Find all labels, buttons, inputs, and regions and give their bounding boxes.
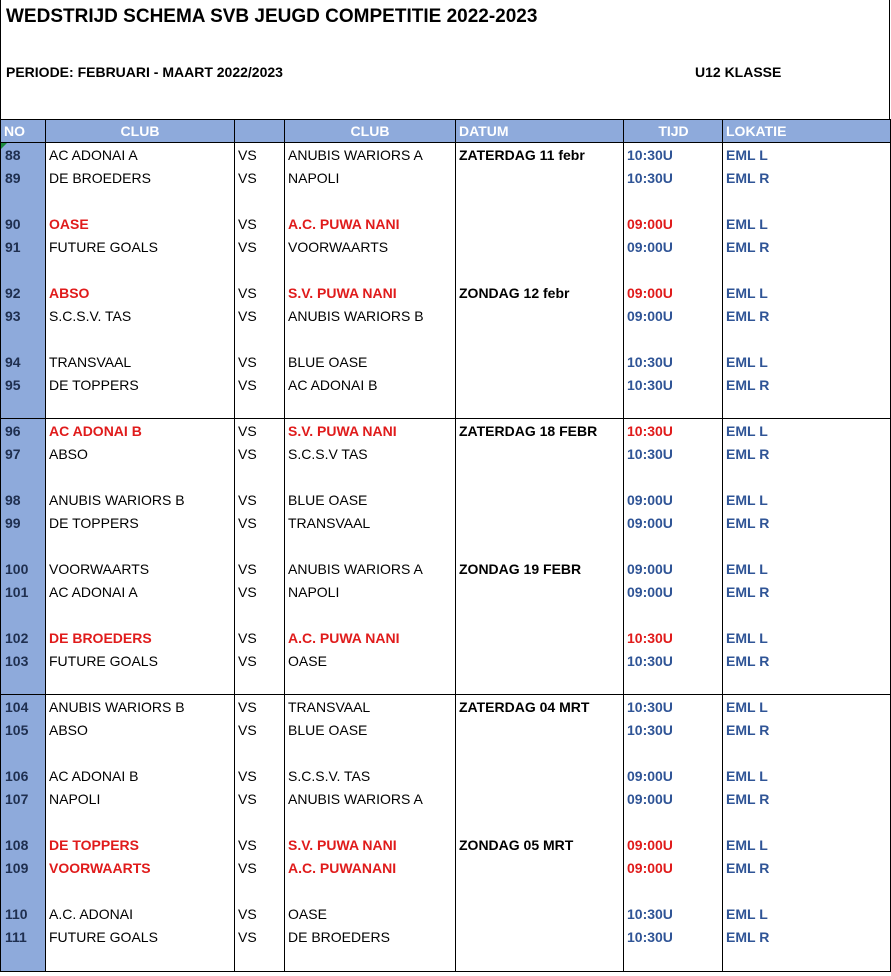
away-club: A.C. PUWANANI: [288, 860, 397, 876]
match-number: 106: [5, 768, 29, 784]
away-club: BLUE OASE: [288, 354, 368, 370]
match-time: 10:30U: [627, 446, 673, 462]
match-number: 94: [5, 354, 21, 370]
match-number: 89: [5, 170, 21, 186]
match-number: 101: [5, 584, 29, 600]
match-number: 103: [5, 653, 29, 669]
col-header-club-away: CLUB: [350, 123, 390, 139]
match-time: 09:00U: [627, 515, 673, 531]
match-number: 111: [5, 929, 27, 945]
away-club: OASE: [288, 653, 327, 669]
match-location: EML R: [726, 377, 770, 393]
away-club: NAPOLI: [288, 170, 340, 186]
away-club: DE BROEDERS: [288, 929, 390, 945]
grid-vline: [234, 119, 235, 971]
match-date: ZONDAG 19 FEBR: [459, 561, 582, 577]
no-cell-spacer: [1, 465, 45, 488]
grid-hline: [0, 418, 891, 419]
away-club: ANUBIS WARIORS B: [288, 308, 424, 324]
match-number: 100: [5, 561, 29, 577]
match-time: 10:30U: [627, 377, 673, 393]
vs-label: VS: [238, 768, 257, 784]
match-number: 91: [5, 239, 21, 255]
away-club: S.V. PUWA NANI: [288, 423, 397, 439]
home-club: OASE: [49, 216, 89, 232]
vs-label: VS: [238, 147, 257, 163]
grid-vline: [623, 119, 624, 971]
match-time: 09:00U: [627, 239, 673, 255]
vs-label: VS: [238, 837, 257, 853]
col-header-lokatie: LOKATIE: [726, 123, 787, 139]
match-location: EML R: [726, 170, 770, 186]
match-time: 09:00U: [627, 837, 673, 853]
match-location: EML L: [726, 354, 768, 370]
col-header-datum: DATUM: [459, 123, 509, 139]
col-header-no: NO: [4, 123, 25, 139]
no-cell-spacer: [1, 810, 45, 833]
match-time: 09:00U: [627, 768, 673, 784]
home-club: ANUBIS WARIORS B: [49, 699, 185, 715]
vs-label: VS: [238, 653, 257, 669]
away-club: NAPOLI: [288, 584, 340, 600]
home-club: AC ADONAI A: [49, 584, 138, 600]
match-number: 104: [5, 699, 29, 715]
match-number: 96: [5, 423, 21, 439]
match-time: 09:00U: [627, 492, 673, 508]
no-cell-spacer: [1, 189, 45, 212]
away-club: TRANSVAAL: [288, 515, 371, 531]
home-club: DE TOPPERS: [49, 377, 139, 393]
match-time: 10:30U: [627, 354, 673, 370]
home-club: DE TOPPERS: [49, 837, 139, 853]
grid-hline: [0, 971, 891, 972]
match-time: 09:00U: [627, 216, 673, 232]
no-cell-spacer: [1, 603, 45, 626]
match-number: 109: [5, 860, 29, 876]
match-time: 09:00U: [627, 860, 673, 876]
no-cell-spacer: [1, 672, 45, 695]
away-club: A.C. PUWA NANI: [288, 216, 400, 232]
no-cell-spacer: [1, 327, 45, 350]
vs-label: VS: [238, 308, 257, 324]
home-club: S.C.S.V. TAS: [49, 308, 132, 324]
away-club: S.V. PUWA NANI: [288, 285, 397, 301]
match-time: 10:30U: [627, 906, 673, 922]
match-time: 09:00U: [627, 561, 673, 577]
vs-label: VS: [238, 584, 257, 600]
vs-label: VS: [238, 377, 257, 393]
home-club: VOORWAARTS: [49, 561, 150, 577]
match-time: 10:30U: [627, 170, 673, 186]
match-time: 10:30U: [627, 147, 673, 163]
match-time: 09:00U: [627, 791, 673, 807]
vs-label: VS: [238, 446, 257, 462]
home-club: VOORWAARTS: [49, 860, 151, 876]
match-location: EML L: [726, 630, 768, 646]
home-club: A.C. ADONAI: [49, 906, 134, 922]
vs-label: VS: [238, 906, 257, 922]
match-location: EML R: [726, 239, 770, 255]
home-club: AC ADONAI A: [49, 147, 138, 163]
match-location: EML R: [726, 791, 770, 807]
klasse-label: U12 KLASSE: [695, 64, 782, 80]
match-number: 92: [5, 285, 21, 301]
home-club: FUTURE GOALS: [49, 653, 158, 669]
match-number: 93: [5, 308, 21, 324]
page-title: WEDSTRIJD SCHEMA SVB JEUGD COMPETITIE 2022-2023: [6, 6, 538, 27]
grid-hline: [0, 694, 891, 695]
match-number: 110: [5, 906, 28, 922]
periode-label: PERIODE: FEBRUARI - MAART 2022/2023: [6, 64, 283, 80]
match-number: 99: [5, 515, 21, 531]
grid-vline: [722, 119, 723, 971]
match-number: 98: [5, 492, 21, 508]
no-cell-spacer: [1, 741, 45, 764]
match-location: EML L: [726, 768, 768, 784]
col-header-tijd: TIJD: [658, 123, 689, 139]
match-location: EML L: [726, 216, 768, 232]
away-club: S.C.S.V TAS: [288, 446, 368, 462]
away-club: S.V. PUWA NANI: [288, 837, 397, 853]
home-club: AC ADONAI B: [49, 768, 139, 784]
vs-label: VS: [238, 285, 257, 301]
vs-label: VS: [238, 239, 257, 255]
home-club: AC ADONAI B: [49, 423, 142, 439]
match-location: EML R: [726, 308, 770, 324]
grid-vline: [455, 119, 456, 971]
home-club: DE BROEDERS: [49, 170, 151, 186]
match-date: ZATERDAG 18 FEBR: [459, 423, 598, 439]
match-date: ZATERDAG 04 MRT: [459, 699, 590, 715]
match-date: ZONDAG 12 febr: [459, 285, 570, 301]
match-time: 10:30U: [627, 653, 673, 669]
vs-label: VS: [238, 492, 257, 508]
match-location: EML L: [726, 699, 768, 715]
match-number: 90: [5, 216, 21, 232]
match-number: 88: [5, 147, 21, 163]
match-date: ZATERDAG 11 febr: [459, 147, 585, 163]
vs-label: VS: [238, 423, 257, 439]
match-time: 10:30U: [627, 929, 673, 945]
away-club: ANUBIS WARIORS A: [288, 561, 423, 577]
match-location: EML L: [726, 285, 768, 301]
away-club: S.C.S.V. TAS: [288, 768, 371, 784]
match-location: EML L: [726, 561, 768, 577]
match-date: ZONDAG 05 MRT: [459, 837, 574, 853]
away-club: AC ADONAI B: [288, 377, 378, 393]
no-cell-spacer: [1, 879, 45, 902]
away-club: ANUBIS WARIORS A: [288, 147, 423, 163]
home-club: TRANSVAAL: [49, 354, 132, 370]
match-number: 108: [5, 837, 29, 853]
away-club: BLUE OASE: [288, 722, 368, 738]
grid-hline: [0, 119, 891, 120]
vs-label: VS: [238, 561, 257, 577]
match-number: 97: [5, 446, 21, 462]
vs-label: VS: [238, 630, 257, 646]
sheet-header: [0, 0, 890, 119]
grid-vline: [284, 119, 285, 971]
match-location: EML L: [726, 492, 768, 508]
match-location: EML L: [726, 837, 768, 853]
vs-label: VS: [238, 791, 257, 807]
cell-comment-marker: [1, 143, 7, 149]
vs-label: VS: [238, 722, 257, 738]
col-header-club-home: CLUB: [120, 123, 160, 139]
no-cell-spacer: [1, 396, 45, 419]
match-time: 09:00U: [627, 308, 673, 324]
match-time: 10:30U: [627, 699, 673, 715]
home-club: ABSO: [49, 722, 88, 738]
match-number: 107: [5, 791, 29, 807]
away-club: TRANSVAAL: [288, 699, 371, 715]
match-number: 95: [5, 377, 21, 393]
home-club: ANUBIS WARIORS B: [49, 492, 185, 508]
no-cell-spacer: [1, 534, 45, 557]
match-location: EML R: [726, 722, 770, 738]
home-club: DE BROEDERS: [49, 630, 152, 646]
vs-label: VS: [238, 929, 257, 945]
match-time: 10:30U: [627, 423, 673, 439]
match-location: EML R: [726, 584, 770, 600]
away-club: ANUBIS WARIORS A: [288, 791, 423, 807]
match-number: 102: [5, 630, 29, 646]
vs-label: VS: [238, 216, 257, 232]
away-club: VOORWAARTS: [288, 239, 389, 255]
grid-vline: [45, 119, 46, 971]
vs-label: VS: [238, 699, 257, 715]
vs-label: VS: [238, 170, 257, 186]
home-club: FUTURE GOALS: [49, 929, 158, 945]
no-cell-spacer: [1, 948, 45, 971]
away-club: BLUE OASE: [288, 492, 368, 508]
match-time: 09:00U: [627, 584, 673, 600]
vs-label: VS: [238, 515, 257, 531]
vs-label: VS: [238, 354, 257, 370]
home-club: ABSO: [49, 285, 90, 301]
home-club: ABSO: [49, 446, 88, 462]
match-number: 105: [5, 722, 29, 738]
match-location: EML L: [726, 906, 768, 922]
match-location: EML R: [726, 653, 770, 669]
match-time: 09:00U: [627, 285, 673, 301]
home-club: DE TOPPERS: [49, 515, 139, 531]
match-location: EML L: [726, 147, 768, 163]
home-club: FUTURE GOALS: [49, 239, 158, 255]
match-time: 10:30U: [627, 722, 673, 738]
match-time: 10:30U: [627, 630, 673, 646]
match-location: EML R: [726, 446, 770, 462]
grid-hline: [0, 142, 891, 143]
match-location: EML R: [726, 929, 770, 945]
no-cell-spacer: [1, 258, 45, 281]
grid-vline: [0, 119, 1, 971]
home-club: NAPOLI: [49, 791, 101, 807]
match-location: EML R: [726, 860, 770, 876]
vs-label: VS: [238, 860, 257, 876]
match-location: EML R: [726, 515, 770, 531]
away-club: A.C. PUWA NANI: [288, 630, 400, 646]
away-club: OASE: [288, 906, 327, 922]
match-location: EML L: [726, 423, 768, 439]
